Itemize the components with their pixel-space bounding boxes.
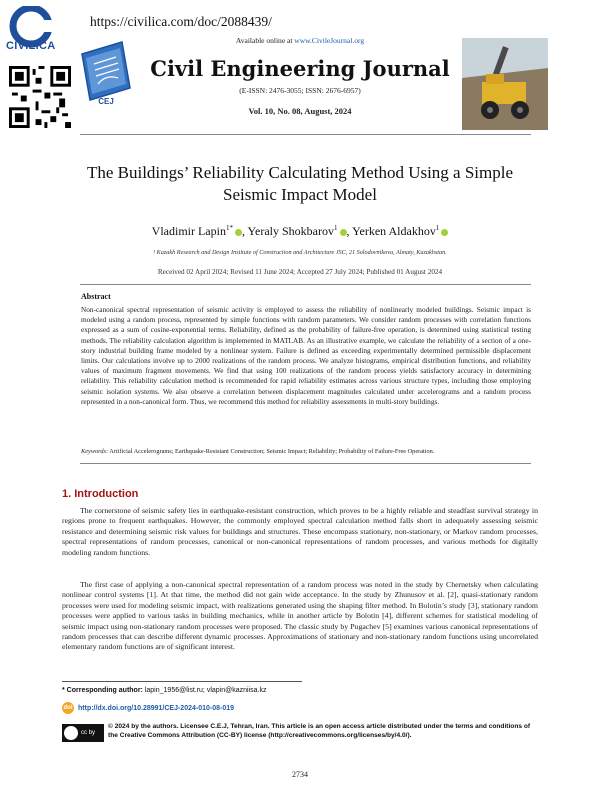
journal-website-link[interactable]: www.CivileJournal.org [294, 36, 365, 45]
paper-title-line-1: The Buildings’ Reliability Calculating Method Using a Simple [86, 163, 514, 182]
paper-title-line-2: Seismic Impact Model [223, 185, 377, 204]
abstract-text: Non-canonical spectral representation of seismic activity is employed to assess the reliability of nonlinearly modeled buildings. Seismic impact is modeled using a random process, represented by simple functions with random parameters. We consider random processes with correlation functions expressed as a sum of cosine-exponential terms. Reliability, defined as the probability of failure-free operation, is determined using statistical testing methods. The reliability calculation algorithm is implemented in MATLAB. As an illustrative example, we calculate the reliability of a section of a one-story industrial building frame modeled by a nonlinear system. Failure is defined as exceeding experimentally determined permissible displacement limits. Our calculations involve up to 2000 realizations of the random process. We analyze histograms, empirical distribution functions, and reliability values of maximum fragment movements. We find that using 100 realizations of the random process yields satisfactory accuracy in determining reliability. This reliability calculation method is recommended for rapid reliability estimates across various structure types, including those employing seismic isolation systems. We also observe a correlation between displacement magnitudes calculated under accelerograms and a random process represented in a non-canonical form. Thus, we recommend this method for reliability assessments in multi-story buildings. [81, 305, 531, 406]
abstract-top-divider [80, 284, 531, 285]
civilica-label: CIVILICA [6, 40, 56, 52]
author-affiliation-mark: 1 [435, 224, 440, 232]
source-url[interactable]: https://civilica.com/doc/2088439/ [90, 14, 272, 29]
journal-title: Civil Engineering Journal [150, 56, 450, 81]
doi-row [62, 702, 234, 714]
cej-logo [76, 40, 134, 106]
available-prefix: Available online at [235, 36, 295, 45]
intro-paragraph: The first case of applying a non-canonical spectral representation of a random process was noted in the study by Chernetsky when calculating nonlinear control systems [1]. At that time, the method did not gain wide acceptance. In the study by Zhunusov et al. [2], quasi-stationary random processes were used for modeling seismic impact, with realizations generated using the shaping filter method. In Bolotin’s study [3], stationary random processes were applied to various tasks in building mechanics, while in another article by Bolotin [4], different schemes for statistical modeling of seismic impact using non-stationary random processes were proposed. The classic study by Pugachev [5] examines various canonical representations of random processes that can describe different dynamic processes. Approximations of stationary and non-stationary random functions using uncorrelated elementary random functions are of significant interest. [62, 580, 538, 652]
keywords [81, 448, 531, 455]
publication-dates: Received 02 April 2024; Revised 11 June 2024; Accepted 27 July 2024; Published 01 August 2024 [157, 268, 443, 276]
section-heading-introduction: 1. Introduction [62, 488, 139, 500]
author-affiliation-mark: 1* [225, 224, 233, 232]
keywords-list: Artificial Accelerograms; Earthquake-Resistant Construction; Seismic Impact; Reliability; Probability of Failure-Free Operation. [109, 448, 435, 455]
corresponding-author [62, 687, 266, 694]
svg-text:CEJ: CEJ [98, 97, 114, 106]
cc-by-icon [62, 724, 104, 742]
orcid-icon[interactable] [340, 229, 347, 236]
author-name: Vladimir Lapin [151, 224, 226, 238]
author-list: Vladimir Lapin$^{1*}$ , Yeraly Shokbarov$^1$ , Yerken Aldakhov$^1$ [60, 224, 540, 239]
orcid-icon[interactable] [441, 229, 448, 236]
paper-title [60, 162, 540, 206]
author-name: Yeraly Shokbarov [247, 224, 334, 238]
doi-icon: doi [62, 702, 74, 714]
abstract-bottom-divider [80, 463, 531, 464]
header-divider [80, 134, 531, 135]
cc-by-label: cc by [81, 730, 96, 736]
orcid-icon[interactable] [235, 229, 242, 236]
volume-info: Vol. 10, No. 08, August, 2024 [248, 106, 352, 116]
abstract-heading: Abstract [81, 292, 111, 301]
qr-code [9, 66, 71, 128]
corresponding-author-label: * Corresponding author: [62, 687, 143, 694]
author-affiliation-mark: 1 [334, 224, 338, 232]
issn: (E-ISSN: 2476-3055; ISSN: 2676-6957) [239, 86, 361, 95]
keywords-label: Keywords: [81, 448, 109, 455]
author-name: Yerken Aldakhov [352, 224, 436, 238]
footnote-divider [62, 681, 302, 682]
page-number: 2734 [292, 770, 308, 779]
license-text: © 2024 by the authors. Licensee C.E.J, Tehran, Iran. This article is an open access article distributed under the terms and conditions of the Creative Commons Attribution (CC-BY) license (http://creativecommons.org/licenses/by/4.0/). [108, 723, 531, 739]
journal-cover-image [462, 38, 548, 130]
intro-paragraph: The cornerstone of seismic safety lies in earthquake-resistant construction, which proves to be a highly reliable and steadfast survival strategy in regions prone to frequent earthquakes. However, the commonly employed spectral calculation method falls short in adequately assessing seismic resistance and determining seismic risk values for buildings and structures. These encompass stationary, non-stationary, or Markov random processes, spectral representations of random processes, canonical or non-canonical representations of random processes, and various methods for digitally modeling random functions. [62, 506, 538, 557]
doi-link[interactable]: http://dx.doi.org/10.28991/CEJ-2024-010-08-019 [78, 704, 235, 712]
corresponding-emails[interactable]: lapin_1956@list.ru; vlapin@kazniisa.kz [144, 687, 267, 694]
affiliation: ¹ Kazakh Research and Design Institute of Construction and Architecture JSC, 21 Solodovnikova, Almaty, Kazakhstan. [153, 249, 447, 256]
